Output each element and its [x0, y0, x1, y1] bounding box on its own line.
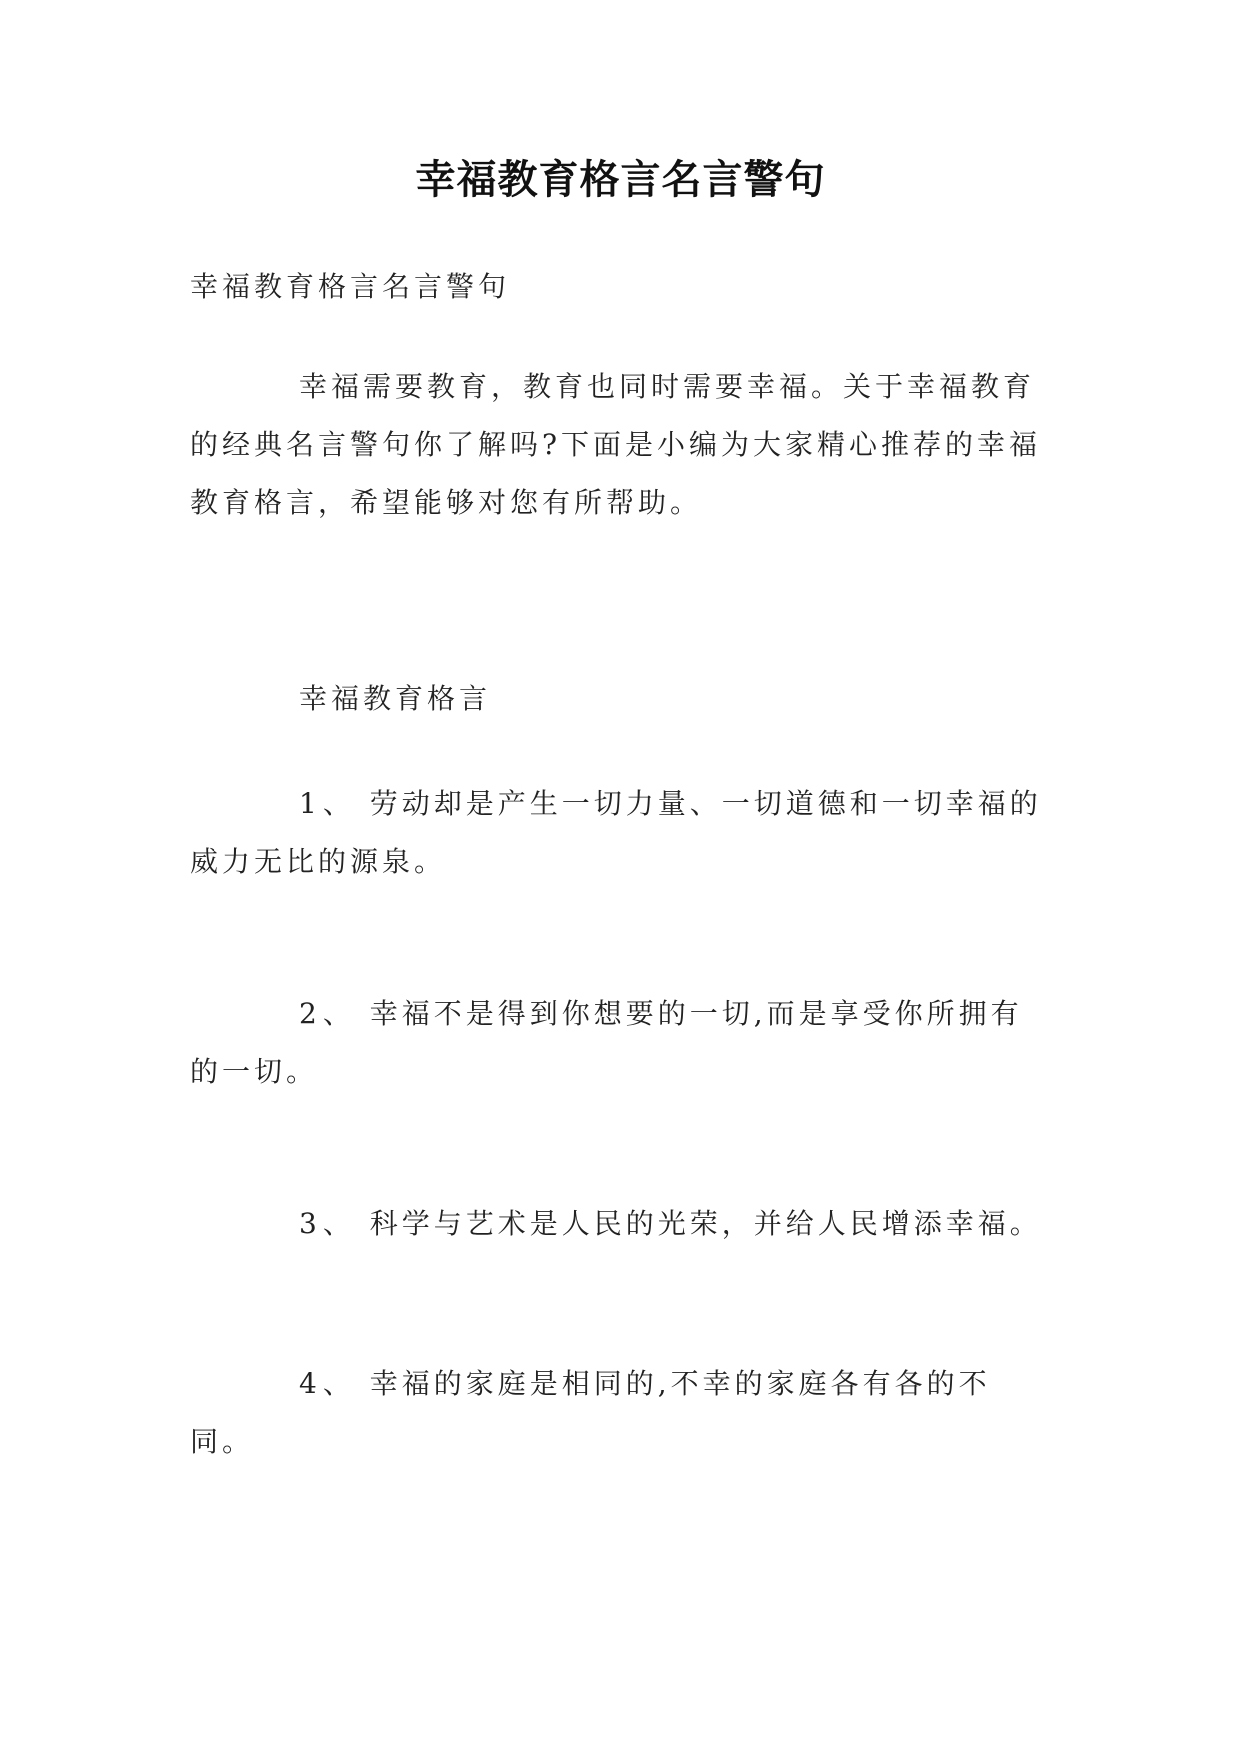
quote-item — [190, 1195, 1052, 1253]
section-heading: 幸福教育格言 — [299, 682, 492, 715]
quote-text: 幸福不是得到你想要的一切,而是享受你所拥有的一切。 — [190, 997, 1023, 1088]
quote-text: 幸福的家庭是相同的,不幸的家庭各有各的不同。 — [190, 1367, 991, 1458]
quote-number: 3、 — [299, 1207, 357, 1240]
intro-paragraph: 幸福需要教育，教育也同时需要幸福。关于幸福教育的经典名言警句你了解吗?下面是小编为大家精心推荐的幸福教育格言，希望能够对您有所帮助。 — [190, 370, 1042, 519]
quote-number: 2、 — [299, 997, 357, 1030]
quote-number: 1、 — [299, 787, 357, 820]
document-subtitle: 幸福教育格言名言警句 — [190, 270, 511, 303]
quote-item — [190, 1355, 1052, 1471]
quote-text: 劳动却是产生一切力量、一切道德和一切幸福的威力无比的源泉。 — [190, 787, 1042, 878]
quote-item — [190, 985, 1052, 1101]
quote-item — [190, 775, 1052, 891]
document-title: 幸福教育格言名言警句 — [415, 156, 826, 203]
quote-number: 4、 — [299, 1367, 357, 1400]
quote-text: 科学与艺术是人民的光荣，并给人民增添幸福。 — [369, 1207, 1042, 1240]
